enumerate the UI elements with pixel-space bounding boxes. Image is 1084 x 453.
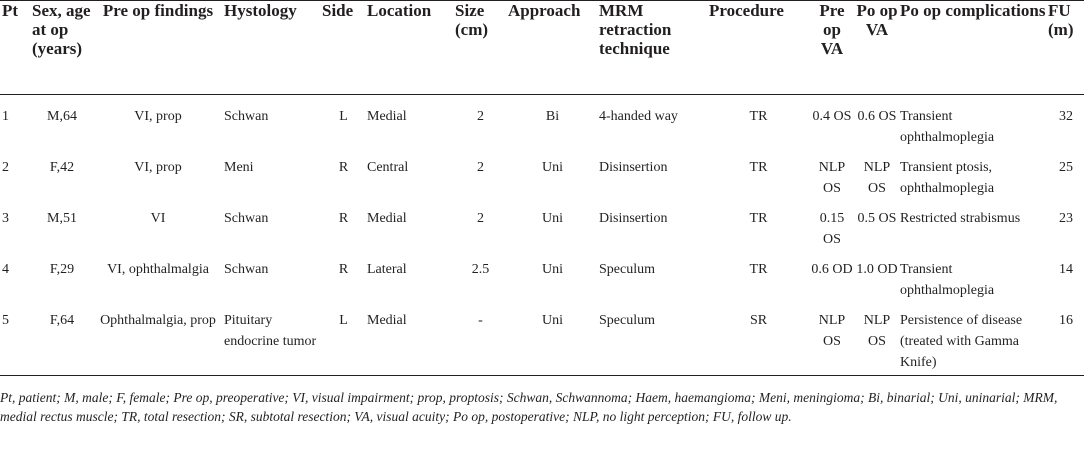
cell-side: L <box>339 312 348 328</box>
cell-location: Medial <box>367 312 407 328</box>
header-location: Location <box>367 1 432 20</box>
cell-fu: 25 <box>1059 159 1073 175</box>
header-pt: Pt <box>2 1 19 20</box>
cell-pt: 2 <box>2 159 9 175</box>
table-row <box>0 259 1084 310</box>
cell-hystology: Schwan <box>224 261 269 277</box>
cell-side: R <box>338 210 349 226</box>
table-row <box>0 95 1084 157</box>
cell-procedure: TR <box>749 159 768 175</box>
cell-pt: 4 <box>2 261 9 277</box>
cell-side: R <box>338 261 349 277</box>
cell-size: 2 <box>477 109 484 124</box>
cell-fu: 23 <box>1059 210 1073 226</box>
cell-poop-va: 0.5 OS <box>857 210 897 226</box>
cell-sex: F,42 <box>49 159 75 175</box>
cell-complications: Transient ptosis, ophthalmoplegia <box>900 159 995 196</box>
header-mrm: MRM retraction technique <box>599 1 672 58</box>
cell-pt: 1 <box>2 109 9 124</box>
cell-approach: Uni <box>542 210 563 226</box>
header-size: Size (cm) <box>455 1 489 39</box>
cell-hystology: Schwan <box>224 109 269 124</box>
cell-size: 2.5 <box>471 261 490 277</box>
cell-approach: Uni <box>542 159 563 175</box>
cell-fu: 16 <box>1059 312 1073 328</box>
header-fu: FU (m) <box>1048 1 1074 39</box>
cell-procedure: SR <box>749 312 768 328</box>
cell-poop-va: NLP OS <box>863 159 891 196</box>
cell-location: Medial <box>367 210 407 226</box>
cell-fu: 32 <box>1059 109 1073 124</box>
cell-procedure: TR <box>749 109 768 124</box>
table-row <box>0 157 1084 208</box>
cell-mrm: Disinsertion <box>599 159 668 175</box>
table-body <box>0 95 1084 376</box>
header-complications: Po op complications <box>900 1 1046 20</box>
header-sex: Sex, age at op (years) <box>32 1 91 58</box>
cell-sex: M,51 <box>47 210 77 226</box>
cell-hystology: Meni <box>224 159 254 175</box>
cell-location: Lateral <box>367 261 407 277</box>
header-approach: Approach <box>508 1 581 20</box>
cell-mrm: Speculum <box>599 312 655 328</box>
cell-procedure: TR <box>749 261 768 277</box>
cell-findings: Ophthalmalgia, prop <box>100 312 216 328</box>
cell-side: L <box>339 109 348 124</box>
cell-side: R <box>338 159 349 175</box>
header-poop-va: Po op VA <box>856 1 898 39</box>
cell-findings: VI, ophthalmalgia <box>107 261 209 277</box>
cell-fu: 14 <box>1059 261 1073 277</box>
cell-findings: VI, prop <box>134 159 182 175</box>
cell-findings: VI <box>150 210 166 226</box>
cell-complications: Restricted strabismus <box>900 210 1021 226</box>
cell-complications: Transient ophthalmoplegia <box>900 109 995 145</box>
cell-preop-va: 0.15 OS <box>819 210 845 247</box>
cell-poop-va: 0.6 OS <box>857 109 897 124</box>
cell-approach: Uni <box>542 261 563 277</box>
cell-location: Central <box>367 159 409 175</box>
cell-mrm: 4-handed way <box>599 109 678 124</box>
table-header <box>0 1 1084 95</box>
cell-poop-va: 1.0 OD <box>856 261 898 277</box>
cell-procedure: TR <box>749 210 768 226</box>
cell-pt: 3 <box>2 210 9 226</box>
cell-size: 2 <box>477 159 484 175</box>
cell-mrm: Disinsertion <box>599 210 668 226</box>
cell-sex: M,64 <box>47 109 77 124</box>
cell-findings: VI, prop <box>134 109 182 124</box>
table-row <box>0 208 1084 259</box>
header-preop-findings: Pre op findings <box>102 1 214 20</box>
cell-complications: Transient ophthalmoplegia <box>900 261 995 298</box>
cell-sex: F,29 <box>49 261 75 277</box>
cell-size: - <box>478 312 483 328</box>
cell-location: Medial <box>367 109 407 124</box>
header-preop-va: Pre op VA <box>819 1 845 58</box>
cell-preop-va: 0.6 OD <box>811 261 853 277</box>
cell-preop-va: NLP OS <box>818 159 846 196</box>
table-row <box>0 310 1084 376</box>
table-footnote: Pt, patient; M, male; F, female; Pre op, preoperative; VI, visual impairment; prop, proptosis; Schwan, Schwannoma; Haem, haemangioma; Meni, meningioma; Bi, binarial; Uni, uninarial; MRM, medial rectus muscle; TR, total resection; SR, subtotal resection; VA, visual acuity; Po op, postoperative; NLP, no light perception; FU, follow up. <box>0 390 1058 424</box>
cell-hystology: Schwan <box>224 210 269 226</box>
header-procedure: Procedure <box>709 1 784 20</box>
cell-pt: 5 <box>2 312 9 328</box>
cell-poop-va: NLP OS <box>863 312 891 349</box>
cell-hystology: Pituitary endocrine tumor <box>224 312 317 349</box>
cell-mrm: Speculum <box>599 261 655 277</box>
cell-preop-va: 0.4 OS <box>812 109 852 124</box>
cell-size: 2 <box>477 210 484 226</box>
cell-approach: Uni <box>542 312 563 328</box>
cell-preop-va: NLP OS <box>818 312 846 349</box>
cell-sex: F,64 <box>49 312 75 328</box>
cell-approach: Bi <box>545 109 560 124</box>
cell-complications: Persistence of disease (treated with Gamma Knife) <box>900 312 1023 370</box>
header-hystology: Hystology <box>224 1 297 20</box>
header-side: Side <box>322 1 354 20</box>
